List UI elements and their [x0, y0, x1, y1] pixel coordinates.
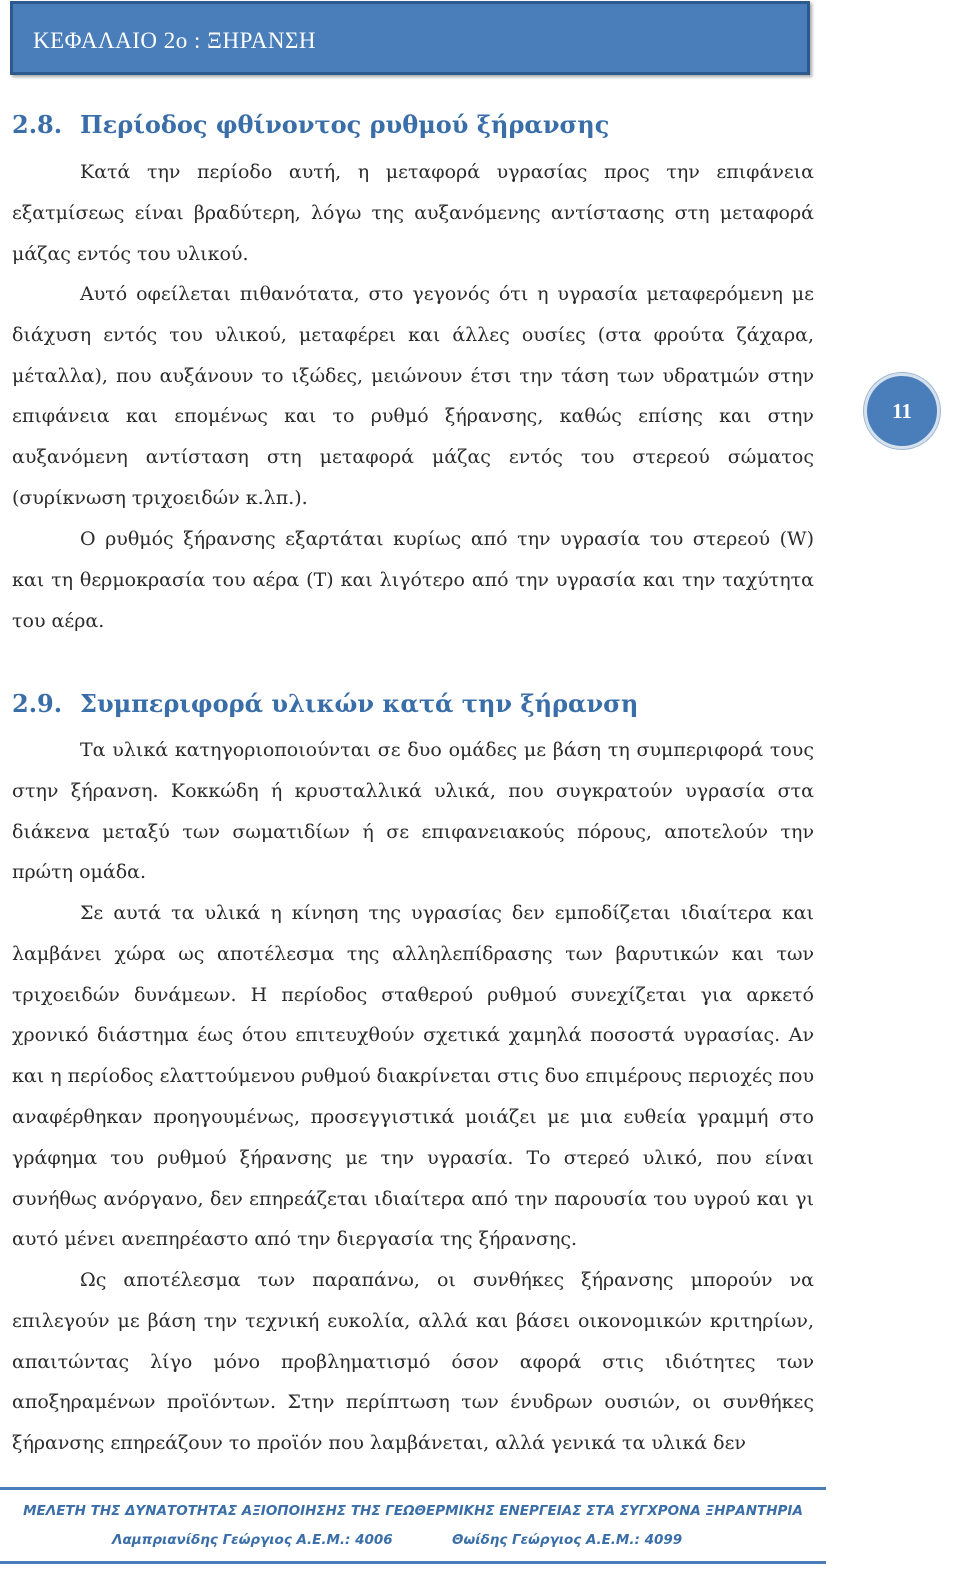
section-title: Περίοδος φθίνοντος ρυθμού ξήρανσης — [80, 110, 610, 139]
footer-author-2: Θωίδης Γεώργιος Α.Ε.Μ.: 4099 — [452, 1532, 683, 1548]
footer-divider-top — [0, 1487, 826, 1490]
paragraph: Ως αποτέλεσμα των παραπάνω, οι συνθήκες ξήρανσης μπορούν να επιλεγούν με βάση την τεχνική ευκολία, αλλά και βάσει οικονομικών κριτηρίων, απαιτώντας λίγο μόνο προβληματισμό όσον αφορά στις ιδιότητες των αποξηραμένων προϊόντων. Στην περίπτωση των ένυδρων ουσιών, οι συνθήκες ξήρανσης επηρεάζουν το προϊόν που λαμβάνεται, αλλά γενικά τα υλικά δεν — [12, 1269, 814, 1455]
page-number-badge — [864, 373, 940, 449]
section-heading-2-8 — [12, 110, 609, 139]
chapter-header-bar — [10, 1, 810, 75]
paragraph: Σε αυτά τα υλικά η κίνηση της υγρασίας δεν εμποδίζεται ιδιαίτερα και λαμβάνει χώρα ως αποτέλεσμα της αλληλεπίδρασης των βαρυτικών και των τριχοειδών δυνάμεων. Η περίοδος σταθερού ρυθμού συνεχίζεται για αρκετό χρονικό διάστημα έως ότου επιτευχθούν σχετικά χαμηλά ποσοστά υγρασίας. Αν και η περίοδος ελαττούμενου ρυθμού διακρίνεται στις δυο επιμέρους περιοχές που αναφέρθηκαν προηγουμένως, προσεγγιστικά μοιάζει με μια ευθεία γραμμή στο γράφημα του ρυθμού ξήρανσης με την υγρασία. Το στερεό υλικό, που είναι συνήθως ανόργανο, δεν επηρεάζεται ιδιαίτερα από την παρουσία του υγρού και γι αυτό μένει ανεπηρέαστο από την διεργασία της ξήρανσης. — [12, 902, 814, 1251]
section-number: 2.8. — [12, 110, 63, 139]
footer-author-1: Λαμπριανίδης Γεώργιος Α.Ε.Μ.: 4006 — [112, 1532, 393, 1548]
footer-title: ΜΕΛΕΤΗ ΤΗΣ ΔΥΝΑΤΟΤΗΤΑΣ ΑΞΙΟΠΟΙΗΣΗΣ ΤΗΣ ΓΕΩΘΕΡΜΙΚΗΣ ΕΝΕΡΓΕΙΑΣ ΣΤΑ ΣΥΓΧΡΟΝΑ ΞΗΡΑΝΤΗΡΙΑ — [23, 1503, 803, 1519]
paragraph: Αυτό οφείλεται πιθανότατα, στο γεγονός ότι η υγρασία μεταφερόμενη με διάχυση εντός του υλικού, μεταφέρει και άλλες ουσίες (στα φρούτα ζάχαρα, μέταλλα), που αυξάνουν το ιξώδες, μειώνουν έτσι την τάση των υδρατμών στην επιφάνεια και επομένως και το ρυθμό ξήρανσης, καθώς επίσης και στην αυξανόμενη αντίσταση στη μεταφορά μάζας εντός του στερεού σώματος (συρίκνωση τριχοειδών κ.λπ.). — [12, 283, 814, 509]
paragraph: Τα υλικά κατηγοριοποιούνται σε δυο ομάδες με βάση τη συμπεριφορά τους στην ξήρανση. Κοκκώδη ή κρυσταλλικά υλικά, που συγκρατούν υγρασία στα διάκενα μεταξύ των σωματιδίων ή σε επιφανειακούς πόρους, αποτελούν την πρώτη ομάδα. — [12, 739, 814, 884]
section-number: 2.9. — [12, 689, 63, 718]
paragraph: Ο ρυθμός ξήρανσης εξαρτάται κυρίως από την υγρασία του στερεού (W) και τη θερμοκρασία του αέρα (T) και λιγότερο από την υγρασία και την ταχύτητα του αέρα. — [12, 528, 814, 632]
chapter-title: ΚΕΦΑΛΑΙΟ 2ο : ΞΗΡΑΝΣΗ — [33, 28, 316, 53]
footer-divider-bottom — [0, 1561, 826, 1564]
page-number: 11 — [892, 398, 912, 423]
section-title: Συμπεριφορά υλικών κατά την ξήρανση — [80, 689, 639, 718]
section-heading-2-9 — [12, 689, 638, 718]
paragraph: Κατά την περίοδο αυτή, η μεταφορά υγρασίας προς την επιφάνεια εξατμίσεως είναι βραδύτερη, λόγω της αυξανόμενης αντίστασης στη μεταφορά μάζας εντός του υλικού. — [12, 161, 814, 265]
